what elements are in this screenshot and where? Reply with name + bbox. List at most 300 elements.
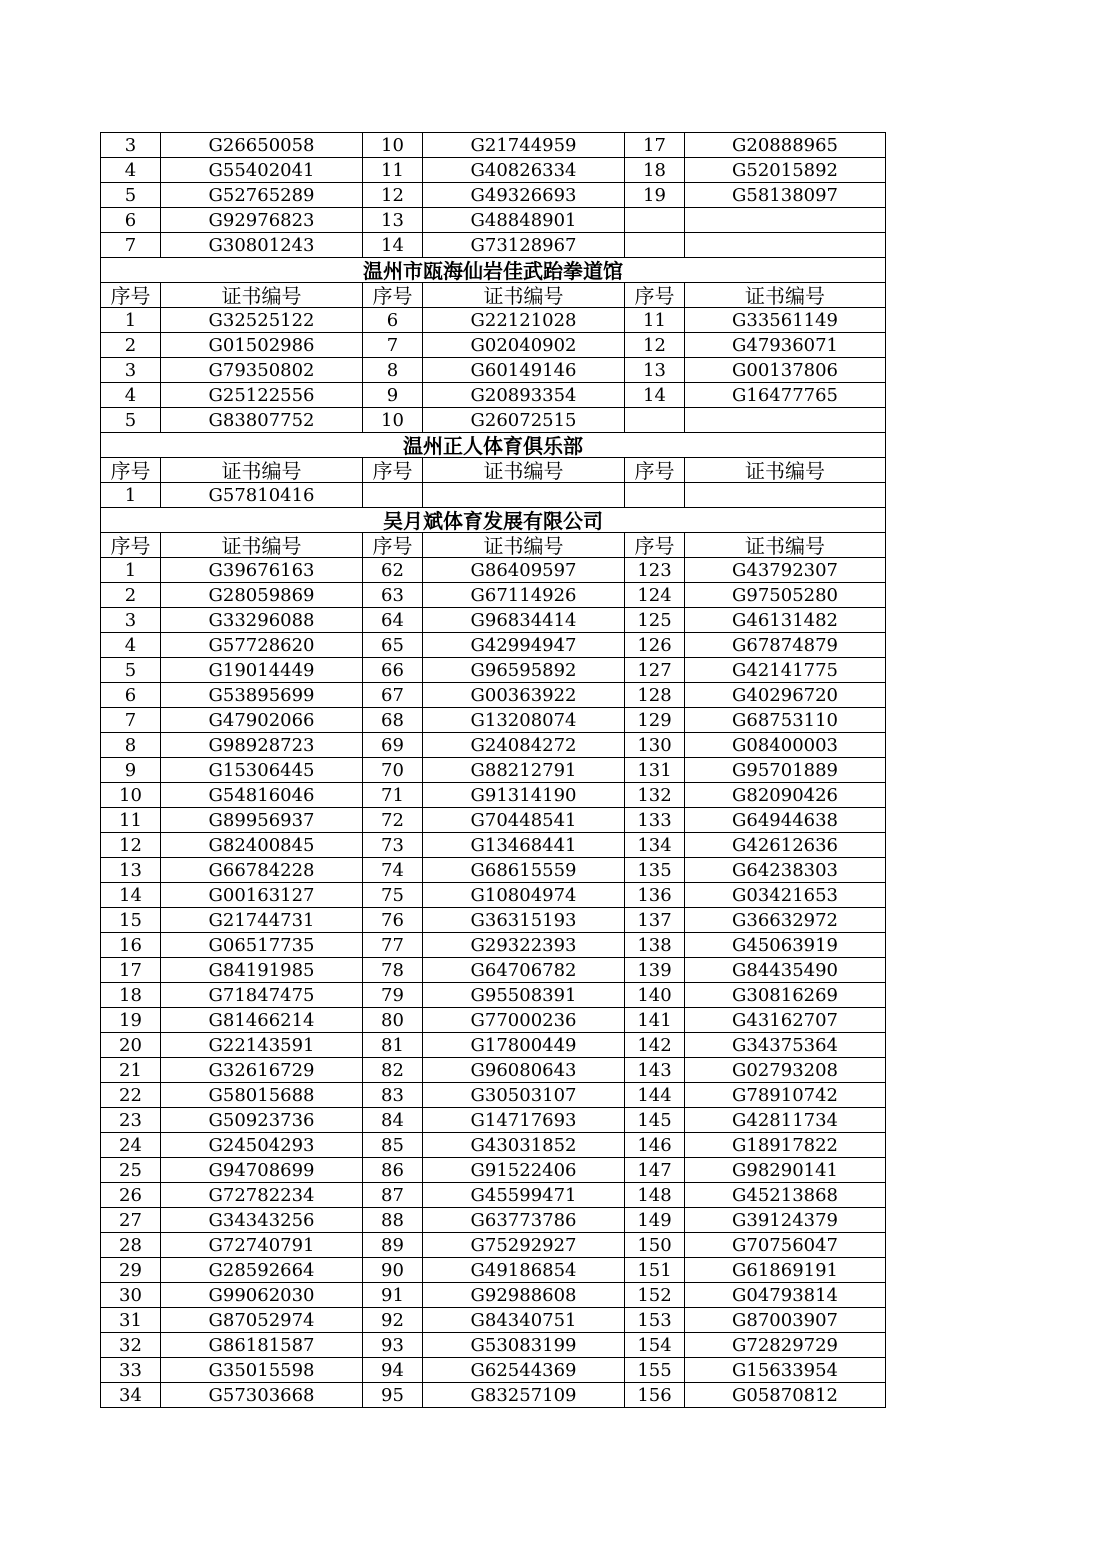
index-cell: 124 — [625, 583, 685, 608]
certificate-cell: G42994947 — [423, 633, 625, 658]
index-cell: 10 — [363, 408, 423, 433]
index-cell: 145 — [625, 1108, 685, 1133]
table-row — [101, 633, 886, 658]
index-cell: 3 — [101, 133, 161, 158]
index-cell: 23 — [101, 1108, 161, 1133]
index-cell — [363, 483, 423, 508]
certificate-cell: G49326693 — [423, 183, 625, 208]
index-cell: 94 — [363, 1358, 423, 1383]
index-cell: 13 — [363, 208, 423, 233]
certificate-cell: G78910742 — [685, 1083, 886, 1108]
index-cell: 4 — [101, 158, 161, 183]
index-cell: 67 — [363, 683, 423, 708]
index-cell: 27 — [101, 1208, 161, 1233]
index-cell: 134 — [625, 833, 685, 858]
index-cell: 153 — [625, 1308, 685, 1333]
certificate-cell: G84191985 — [161, 958, 363, 983]
table-row — [101, 1083, 886, 1108]
index-cell: 70 — [363, 758, 423, 783]
certificate-cell: G28592664 — [161, 1258, 363, 1283]
index-cell: 11 — [363, 158, 423, 183]
certificate-cell: G00137806 — [685, 358, 886, 383]
index-cell: 86 — [363, 1158, 423, 1183]
index-cell: 21 — [101, 1058, 161, 1083]
index-cell: 80 — [363, 1008, 423, 1033]
index-cell: 82 — [363, 1058, 423, 1083]
index-cell: 3 — [101, 608, 161, 633]
certificate-cell: G58015688 — [161, 1083, 363, 1108]
table-row — [101, 833, 886, 858]
index-cell: 75 — [363, 883, 423, 908]
certificate-cell: G92976823 — [161, 208, 363, 233]
section-title-row — [101, 433, 886, 458]
index-cell: 130 — [625, 733, 685, 758]
certificate-cell: G79350802 — [161, 358, 363, 383]
certificate-cell: G64706782 — [423, 958, 625, 983]
table-row — [101, 708, 886, 733]
certificate-header: 证书编号 — [161, 533, 363, 558]
index-cell: 141 — [625, 1008, 685, 1033]
certificate-cell: G48848901 — [423, 208, 625, 233]
table-row — [101, 558, 886, 583]
index-cell: 143 — [625, 1058, 685, 1083]
index-cell: 126 — [625, 633, 685, 658]
table-row — [101, 1308, 886, 1333]
index-cell: 74 — [363, 858, 423, 883]
certificate-cell: G98290141 — [685, 1158, 886, 1183]
header-row — [101, 458, 886, 483]
certificate-cell: G39124379 — [685, 1208, 886, 1233]
certificate-cell: G60149146 — [423, 358, 625, 383]
certificate-cell — [685, 483, 886, 508]
index-cell: 12 — [101, 833, 161, 858]
certificate-cell: G83257109 — [423, 1383, 625, 1408]
certificate-header: 证书编号 — [685, 533, 886, 558]
index-cell: 66 — [363, 658, 423, 683]
index-cell: 13 — [625, 358, 685, 383]
index-cell: 2 — [101, 583, 161, 608]
index-cell: 34 — [101, 1383, 161, 1408]
index-header: 序号 — [101, 458, 161, 483]
index-cell: 140 — [625, 983, 685, 1008]
certificate-cell: G26072515 — [423, 408, 625, 433]
index-cell: 8 — [363, 358, 423, 383]
index-cell — [625, 483, 685, 508]
certificate-cell: G67874879 — [685, 633, 886, 658]
certificate-cell: G05870812 — [685, 1383, 886, 1408]
certificate-cell: G10804974 — [423, 883, 625, 908]
index-cell: 4 — [101, 633, 161, 658]
table-row — [101, 583, 886, 608]
index-cell: 24 — [101, 1133, 161, 1158]
index-cell: 31 — [101, 1308, 161, 1333]
certificate-cell: G32616729 — [161, 1058, 363, 1083]
section-title: 温州正人体育俱乐部 — [101, 433, 886, 458]
index-cell: 19 — [101, 1008, 161, 1033]
certificate-cell: G42811734 — [685, 1108, 886, 1133]
certificate-cell: G24084272 — [423, 733, 625, 758]
index-cell: 138 — [625, 933, 685, 958]
certificate-cell: G35015598 — [161, 1358, 363, 1383]
table-row — [101, 783, 886, 808]
index-cell: 29 — [101, 1258, 161, 1283]
index-cell: 22 — [101, 1083, 161, 1108]
index-cell: 88 — [363, 1208, 423, 1233]
index-cell: 62 — [363, 558, 423, 583]
index-cell: 32 — [101, 1333, 161, 1358]
index-cell: 147 — [625, 1158, 685, 1183]
certificate-cell: G95701889 — [685, 758, 886, 783]
certificate-cell: G82090426 — [685, 783, 886, 808]
index-cell: 6 — [101, 683, 161, 708]
index-cell: 95 — [363, 1383, 423, 1408]
index-cell: 2 — [101, 333, 161, 358]
index-cell: 5 — [101, 183, 161, 208]
index-cell: 72 — [363, 808, 423, 833]
table-row — [101, 908, 886, 933]
certificate-cell: G02793208 — [685, 1058, 886, 1083]
table-row — [101, 1208, 886, 1233]
index-cell: 9 — [101, 758, 161, 783]
table-row — [101, 158, 886, 183]
certificate-cell: G96595892 — [423, 658, 625, 683]
index-cell: 7 — [101, 233, 161, 258]
certificate-cell: G58138097 — [685, 183, 886, 208]
table-row — [101, 483, 886, 508]
index-cell: 12 — [625, 333, 685, 358]
certificate-cell: G19014449 — [161, 658, 363, 683]
index-header: 序号 — [101, 283, 161, 308]
certificate-cell: G52015892 — [685, 158, 886, 183]
table-row — [101, 1283, 886, 1308]
certificate-cell: G08400003 — [685, 733, 886, 758]
certificate-cell: G42141775 — [685, 658, 886, 683]
index-cell: 19 — [625, 183, 685, 208]
header-row — [101, 533, 886, 558]
table-row — [101, 933, 886, 958]
table-row — [101, 358, 886, 383]
certificate-cell: G39676163 — [161, 558, 363, 583]
certificate-cell: G30816269 — [685, 983, 886, 1008]
certificate-cell: G67114926 — [423, 583, 625, 608]
index-cell: 152 — [625, 1283, 685, 1308]
index-cell: 15 — [101, 908, 161, 933]
section-title: 温州市瓯海仙岩佳武跆拳道馆 — [101, 258, 886, 283]
certificate-cell: G95508391 — [423, 983, 625, 1008]
certificate-cell: G99062030 — [161, 1283, 363, 1308]
certificate-cell: G30503107 — [423, 1083, 625, 1108]
certificate-cell: G86409597 — [423, 558, 625, 583]
index-cell: 135 — [625, 858, 685, 883]
index-cell: 148 — [625, 1183, 685, 1208]
table-row — [101, 333, 886, 358]
table-row — [101, 1058, 886, 1083]
index-cell: 123 — [625, 558, 685, 583]
certificate-cell: G43792307 — [685, 558, 886, 583]
certificate-cell: G72740791 — [161, 1233, 363, 1258]
certificate-cell: G77000236 — [423, 1008, 625, 1033]
table-row — [101, 1333, 886, 1358]
certificate-cell: G25122556 — [161, 383, 363, 408]
index-cell: 133 — [625, 808, 685, 833]
certificate-cell: G92988608 — [423, 1283, 625, 1308]
certificate-header: 证书编号 — [161, 283, 363, 308]
table-row — [101, 183, 886, 208]
certificate-cell: G70448541 — [423, 808, 625, 833]
table-row — [101, 1233, 886, 1258]
index-cell: 63 — [363, 583, 423, 608]
certificate-cell — [423, 483, 625, 508]
certificate-cell: G22121028 — [423, 308, 625, 333]
index-cell: 64 — [363, 608, 423, 633]
certificate-cell: G03421653 — [685, 883, 886, 908]
index-cell: 149 — [625, 1208, 685, 1233]
certificate-cell: G14717693 — [423, 1108, 625, 1133]
index-cell: 20 — [101, 1033, 161, 1058]
index-cell: 68 — [363, 708, 423, 733]
table-row — [101, 808, 886, 833]
table-row — [101, 658, 886, 683]
index-cell: 25 — [101, 1158, 161, 1183]
certificate-cell: G29322393 — [423, 933, 625, 958]
certificate-cell: G75292927 — [423, 1233, 625, 1258]
index-header: 序号 — [363, 283, 423, 308]
certificate-cell: G47936071 — [685, 333, 886, 358]
table-row — [101, 1108, 886, 1133]
index-cell: 154 — [625, 1333, 685, 1358]
certificate-cell: G61869191 — [685, 1258, 886, 1283]
index-cell: 87 — [363, 1183, 423, 1208]
index-cell: 14 — [363, 233, 423, 258]
index-cell: 137 — [625, 908, 685, 933]
index-cell: 79 — [363, 983, 423, 1008]
table-row — [101, 1033, 886, 1058]
table-row — [101, 758, 886, 783]
certificate-cell: G45599471 — [423, 1183, 625, 1208]
table-row — [101, 608, 886, 633]
index-cell — [625, 233, 685, 258]
index-header: 序号 — [625, 458, 685, 483]
certificate-cell: G89956937 — [161, 808, 363, 833]
certificate-cell: G20893354 — [423, 383, 625, 408]
index-cell: 9 — [363, 383, 423, 408]
certificate-header: 证书编号 — [423, 533, 625, 558]
table-row — [101, 208, 886, 233]
certificate-cell: G20888965 — [685, 133, 886, 158]
certificate-cell: G81466214 — [161, 1008, 363, 1033]
certificate-cell: G02040902 — [423, 333, 625, 358]
certificate-cell: G96834414 — [423, 608, 625, 633]
table-row — [101, 1383, 886, 1408]
table-row — [101, 858, 886, 883]
certificate-cell: G94708699 — [161, 1158, 363, 1183]
index-cell: 6 — [101, 208, 161, 233]
certificate-cell: G64944638 — [685, 808, 886, 833]
certificate-cell: G04793814 — [685, 1283, 886, 1308]
certificate-cell: G91314190 — [423, 783, 625, 808]
certificate-cell — [685, 233, 886, 258]
certificate-cell: G57728620 — [161, 633, 363, 658]
certificate-cell: G45213868 — [685, 1183, 886, 1208]
index-cell: 146 — [625, 1133, 685, 1158]
certificate-header: 证书编号 — [161, 458, 363, 483]
certificate-cell — [685, 208, 886, 233]
index-cell: 28 — [101, 1233, 161, 1258]
index-cell: 3 — [101, 358, 161, 383]
certificate-cell: G43162707 — [685, 1008, 886, 1033]
certificate-cell: G15306445 — [161, 758, 363, 783]
index-cell: 26 — [101, 1183, 161, 1208]
index-cell: 17 — [625, 133, 685, 158]
index-cell: 69 — [363, 733, 423, 758]
index-cell: 151 — [625, 1258, 685, 1283]
index-cell: 84 — [363, 1108, 423, 1133]
index-cell: 7 — [363, 333, 423, 358]
certificate-cell: G13468441 — [423, 833, 625, 858]
certificate-cell: G62544369 — [423, 1358, 625, 1383]
index-cell — [625, 208, 685, 233]
certificate-cell: G00363922 — [423, 683, 625, 708]
certificate-cell: G84340751 — [423, 1308, 625, 1333]
section-title-row — [101, 258, 886, 283]
certificate-cell: G32525122 — [161, 308, 363, 333]
index-cell: 18 — [625, 158, 685, 183]
table-row — [101, 958, 886, 983]
index-cell: 7 — [101, 708, 161, 733]
index-cell: 6 — [363, 308, 423, 333]
index-cell: 18 — [101, 983, 161, 1008]
certificate-header: 证书编号 — [685, 458, 886, 483]
certificate-cell: G22143591 — [161, 1033, 363, 1058]
certificate-cell: G36632972 — [685, 908, 886, 933]
certificate-cell: G28059869 — [161, 583, 363, 608]
section-title-row — [101, 508, 886, 533]
index-cell: 65 — [363, 633, 423, 658]
index-cell: 85 — [363, 1133, 423, 1158]
certificate-cell: G71847475 — [161, 983, 363, 1008]
index-cell: 14 — [625, 383, 685, 408]
index-cell: 10 — [101, 783, 161, 808]
index-cell: 5 — [101, 658, 161, 683]
certificate-cell: G45063919 — [685, 933, 886, 958]
certificate-cell: G83807752 — [161, 408, 363, 433]
index-header: 序号 — [625, 533, 685, 558]
certificate-cell: G15633954 — [685, 1358, 886, 1383]
certificate-cell: G55402041 — [161, 158, 363, 183]
index-cell: 73 — [363, 833, 423, 858]
certificate-cell: G72782234 — [161, 1183, 363, 1208]
table-row — [101, 1008, 886, 1033]
certificate-cell: G26650058 — [161, 133, 363, 158]
index-cell: 91 — [363, 1283, 423, 1308]
index-cell: 136 — [625, 883, 685, 908]
index-cell: 132 — [625, 783, 685, 808]
certificate-cell: G53895699 — [161, 683, 363, 708]
index-cell: 12 — [363, 183, 423, 208]
index-cell — [625, 408, 685, 433]
certificate-table — [100, 132, 886, 1408]
index-cell: 92 — [363, 1308, 423, 1333]
certificate-cell: G24504293 — [161, 1133, 363, 1158]
index-cell: 33 — [101, 1358, 161, 1383]
certificate-cell: G49186854 — [423, 1258, 625, 1283]
certificate-cell: G88212791 — [423, 758, 625, 783]
certificate-cell: G70756047 — [685, 1233, 886, 1258]
certificate-cell: G33561149 — [685, 308, 886, 333]
index-cell: 76 — [363, 908, 423, 933]
index-cell: 93 — [363, 1333, 423, 1358]
certificate-cell: G84435490 — [685, 958, 886, 983]
table-row — [101, 233, 886, 258]
index-cell: 125 — [625, 608, 685, 633]
certificate-cell: G34343256 — [161, 1208, 363, 1233]
index-cell: 4 — [101, 383, 161, 408]
certificate-cell: G63773786 — [423, 1208, 625, 1233]
index-cell: 14 — [101, 883, 161, 908]
section-title: 吴月斌体育发展有限公司 — [101, 508, 886, 533]
certificate-cell: G86181587 — [161, 1333, 363, 1358]
certificate-cell: G66784228 — [161, 858, 363, 883]
certificate-cell: G87003907 — [685, 1308, 886, 1333]
index-cell: 90 — [363, 1258, 423, 1283]
table-row — [101, 308, 886, 333]
index-cell: 131 — [625, 758, 685, 783]
certificate-cell: G33296088 — [161, 608, 363, 633]
index-cell: 81 — [363, 1033, 423, 1058]
index-cell: 17 — [101, 958, 161, 983]
certificate-cell: G98928723 — [161, 733, 363, 758]
index-cell: 78 — [363, 958, 423, 983]
index-cell: 77 — [363, 933, 423, 958]
certificate-cell: G57810416 — [161, 483, 363, 508]
index-cell: 71 — [363, 783, 423, 808]
certificate-cell: G53083199 — [423, 1333, 625, 1358]
index-cell: 139 — [625, 958, 685, 983]
table-row — [101, 983, 886, 1008]
index-cell: 8 — [101, 733, 161, 758]
certificate-cell: G68753110 — [685, 708, 886, 733]
certificate-cell: G40296720 — [685, 683, 886, 708]
certificate-cell: G42612636 — [685, 833, 886, 858]
certificate-cell: G46131482 — [685, 608, 886, 633]
certificate-cell — [685, 408, 886, 433]
index-cell: 1 — [101, 308, 161, 333]
certificate-cell: G82400845 — [161, 833, 363, 858]
certificate-cell: G21744959 — [423, 133, 625, 158]
certificate-header: 证书编号 — [685, 283, 886, 308]
certificate-cell: G17800449 — [423, 1033, 625, 1058]
certificate-cell: G06517735 — [161, 933, 363, 958]
index-cell: 10 — [363, 133, 423, 158]
index-cell: 5 — [101, 408, 161, 433]
table-row — [101, 1358, 886, 1383]
index-cell: 156 — [625, 1383, 685, 1408]
certificate-cell: G00163127 — [161, 883, 363, 908]
index-cell: 13 — [101, 858, 161, 883]
index-cell: 142 — [625, 1033, 685, 1058]
index-cell: 30 — [101, 1283, 161, 1308]
certificate-cell: G30801243 — [161, 233, 363, 258]
index-cell: 1 — [101, 483, 161, 508]
certificate-cell: G97505280 — [685, 583, 886, 608]
index-cell: 128 — [625, 683, 685, 708]
index-cell: 11 — [625, 308, 685, 333]
index-header: 序号 — [101, 533, 161, 558]
index-cell: 155 — [625, 1358, 685, 1383]
certificate-cell: G16477765 — [685, 383, 886, 408]
table-row — [101, 883, 886, 908]
certificate-cell: G50923736 — [161, 1108, 363, 1133]
